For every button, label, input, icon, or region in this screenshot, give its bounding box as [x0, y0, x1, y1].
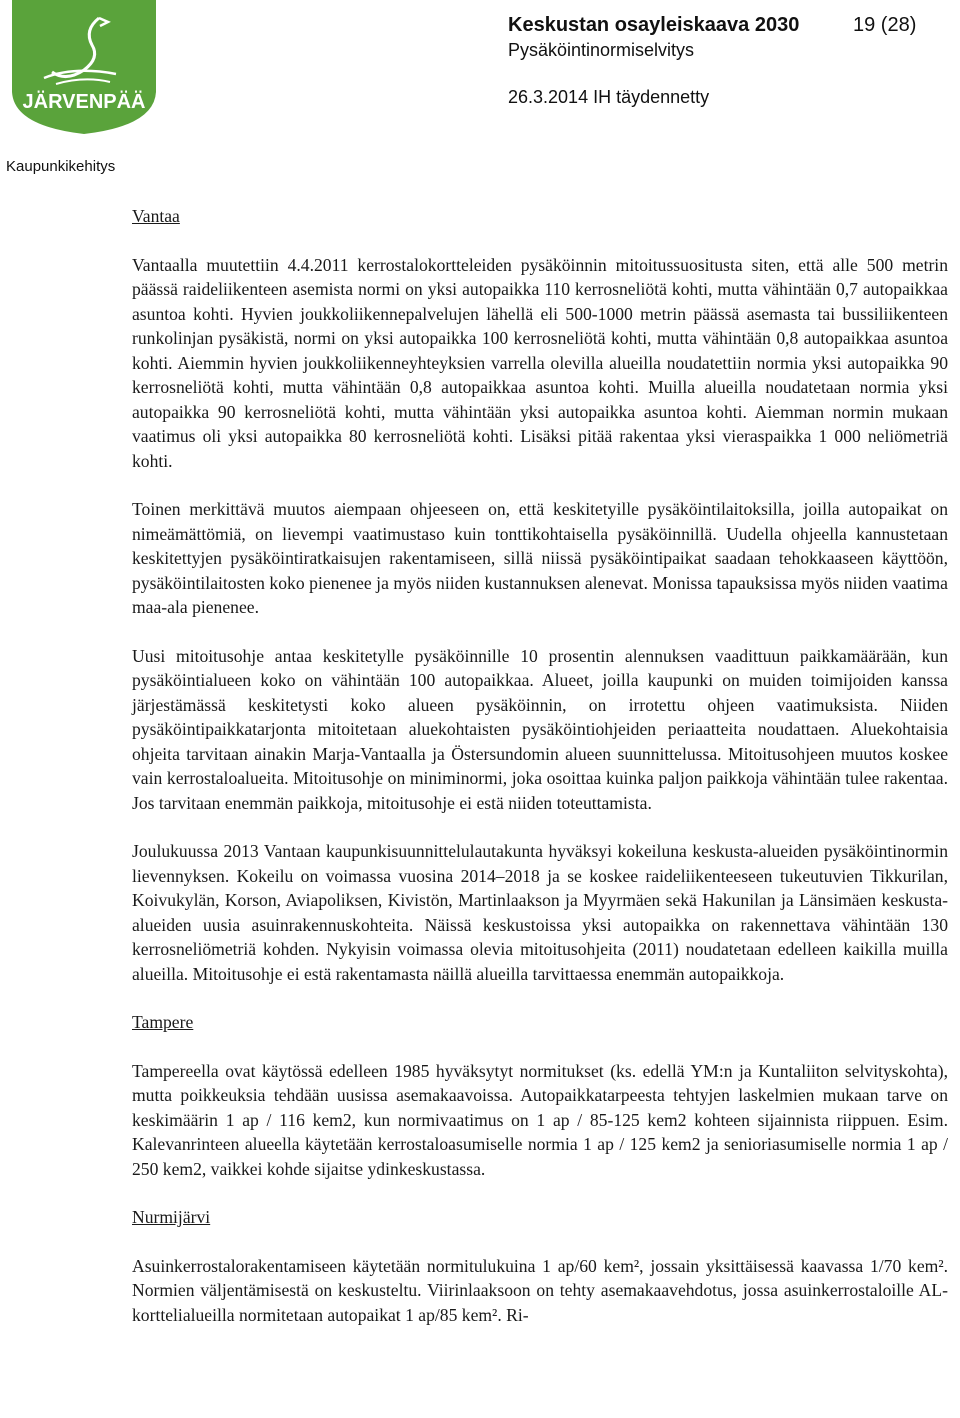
- paragraph-2: Toinen merkittävä muutos aiempaan ohjeeseen on, että keskitetyille pysäköintilaitoksilla, joilla autopaikat on nimeämättömiä, on lievempi vaatimustaso kuin tonttikohtaisella pysäköinnillä. Uudella ohjeella kannustetaan keskitettyjen pysäköintiratkaisujen rakentamiseen, sillä niissä pysäköintipaikat saadaan tehokkaaseen käyttöön, pysäköintilaitosten koko pienenee ja myös niiden kustannuksen alenevat. Monissa tapauksissa myös niiden vaatima maa-ala pienenee.: [132, 499, 948, 617]
- paragraph-4: Joulukuussa 2013 Vantaan kaupunkisuunnittelulautakunta hyväksyi kokeiluna keskusta-alueiden pysäköintinormin lievennyksen. Kokeilu on voimassa vuosina 2014–2018 ja se koskee raideliikenteeseen tukeutuvien Tikkurilan, Koivukylän, Korson, Aviapoliksen, Kivistön, Martinlaakson ja Myyrmäen sekä Hakunilan ja Länsimäen keskusta-alueiden uusia asuinrakennuskohteita. Näissä keskustoissa yksi autopaikka on rakennettava vähintään 130 kerrosneliömetriä kohden. Nykyisin voimassa olevia mitoitusohjeita (2011) noudatetaan edelleen kaikilla muilla alueilla. Mitoitusohje ei estä rakentamasta näillä alueilla tarvittaessa enemmän autopaikkoja.: [132, 841, 948, 984]
- paragraph-6: Asuinkerrostalorakentamiseen käytetään normitulukuina 1 ap/60 kem², jossain yksittäisessä kaavassa 1/70 kem². Normien väljentämisestä on keskusteltu. Viirinlaaksoon on tehty asemakaavehdotus, jossa asuinkerrostaloille AL- korttelialueilla normitetaan autopaikat 1 ap/85 kem². Ri-: [132, 1255, 948, 1325]
- document-subtitle: Pysäköintinormiselvitys: [508, 40, 695, 60]
- paragraph-5: Tampereella ovat käytössä edelleen 1985 hyväksytyt normitukset (ks. edellä YM:n ja Kuntaliiton selvityskohta), mutta poikkeuksia tehdään uusissa asemakaavoissa. Autopaikkatarpeesta tehtyjen laskelmien mukaan tarve on keskimäärin 1 ap / 116 kem2, kun normivaatimus on 1 ap / 85-125 kem2 kohteen sijainnista riippuen. Esim. Kalevanrinteen alueella käytetään kerrostaloasumiselle normia 1 ap / 125 kem2 ja senioriasumiselle normia 1 ap / 250 kem2, vaikkei kohde sijaitse ydinkeskustassa.: [132, 1060, 948, 1179]
- document-title: Keskustan osayleiskaava 2030: [508, 14, 800, 36]
- heading-vantaa: Vantaa: [132, 206, 180, 226]
- heading-nurmijarvi: Nurmijärvi: [132, 1207, 211, 1227]
- document-body: [132, 204, 948, 1327]
- paragraph-1: Vantaalla muutettiin 4.4.2011 kerrostalokortteleiden pysäköinnin mitoitussuositusta siten, että alle 500 metrin päässä raideliikenteen asemista normi on yksi autopaikka 110 kerrosneliötä kohti, mutta vähintään 0,7 autopaikkaa asuntoa kohti. Hyvien joukkoliikennepalvelujen lähellä eli 500-1000 metrin päässä asemasta tai bussiliikenteen runkolinjan pysäkistä, normi on yksi autopaikka 100 kerrosneliötä kohti, mutta vähintään 0,8 autopaikkaa asuntoa kohti. Aiemmin hyvien joukkoliikenneyhteyksien varrella olevilla alueilla noudatettiin normia yksi autopaikka 90 kerrosneliötä kohti, mutta vähintään 0,8 autopaikkaa asuntoa kohti. Muilla alueilla noudatetaan normia yksi autopaikka 90 kerrosneliötä kohti, mutta vähintään yksi autopaikka asuntoa kohti. Aiemman normin mukaan vaatimus oli yksi autopaikka 80 kerrosneliötä kohti. Lisäksi pitää rakentaa yksi vieraspaikka 1 000 neliömetriä kohti.: [132, 254, 948, 471]
- department-label: Kaupunkikehitys: [6, 158, 116, 175]
- document-date: 26.3.2014 IH täydennetty: [508, 87, 710, 107]
- logo-text: JÄRVENPÄÄ: [22, 91, 146, 113]
- logo-shield-icon: [4, 0, 164, 135]
- jarvenpaa-logo: [4, 0, 164, 135]
- heading-tampere: Tampere: [132, 1012, 194, 1032]
- page-number: 19 (28): [853, 14, 917, 36]
- paragraph-3: Uusi mitoitusohje antaa keskitetylle pysäköinnille 10 prosentin alennuksen vaadittuun paikkamäärään, kun pysäköintialueen koko on vähintään 100 autopaikkaa. Alueet, joilla kaupunki on muiden toimijoiden kanssa järjestämässä keskitetysti koko alueen pysäköinnin, on irrotettu ohjeen vaatimuksista. Niiden pysäköintipaikkatarjonta mitoitetaan aluekohtaisten pysäköintiohjeiden periaatteita noudattaen. Aluekohtaisia ohjeita tarvitaan ainakin Marja-Vantaalla ja Östersundomin alueen suunnittelussa. Mitoitusohjeen muutos koskee vain kerrostaloalueita. Mitoitusohje on miniminormi, joka osoittaa kuinka paljon paikkoja vähintään tulee rakentaa. Jos tarvitaan enemmän paikkoja, mitoitusohje ei estä niiden toteuttamista.: [132, 645, 948, 813]
